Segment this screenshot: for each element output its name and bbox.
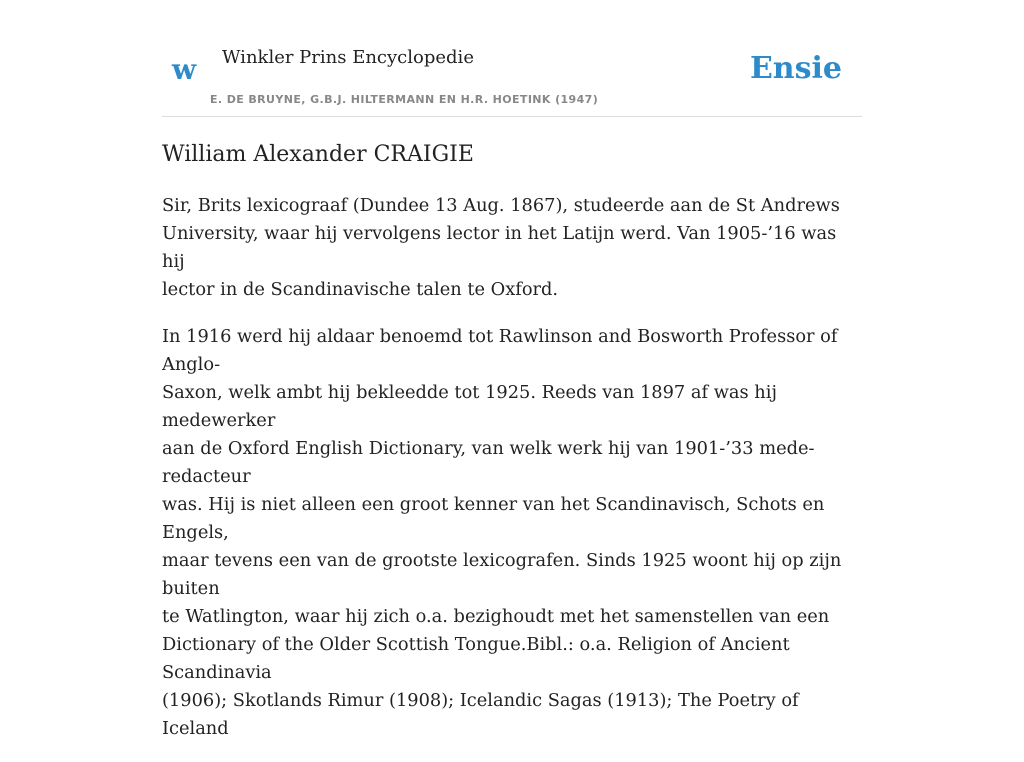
book-authors: E. DE BRUYNE, G.B.J. HILTERMANN EN H.R. HOETINK (1947) [210,93,599,106]
ensie-brand-logo[interactable]: Ensie [749,51,842,86]
winkler-prins-logo-icon[interactable]: w [172,53,197,86]
article-paragraph-1: Sir, Brits lexicograaf (Dundee 13 Aug. 1867), studeerde aan de St Andrews University, waar hij vervolgens lector in het Latijn werd. Van 1905-’16 was hij lector in de Scandinavische talen te Oxford. [162,195,840,300]
article-paragraph-2: In 1916 werd hij aldaar benoemd tot Rawlinson and Bosworth Professor of Anglo- Saxon, welk ambt hij bekleedde tot 1925. Reeds van 1897 af was hij medewerker aan de Oxford English Dictionary, van welk werk hij van 1901-’33 mede-redacteur was. Hij is niet alleen een groot kenner van het Scandinavisch, Schots en Engels, maar tevens een van de grootste lexicografen. Sinds 1925 woont hij op zijn buiten te Watlington, waar hij zich o.a. bezighoudt met het samenstellen van een Dictionary of the Older Scottish Tongue.Bibl.: o.a. Religion of Ancient Scandinavia (1906); Skotlands Rimur (1908); Icelandic Sagas (1913); The Poetry of Iceland [162,326,842,739]
article-body [162,192,862,762]
site-header [162,0,862,117]
entry-title: William Alexander CRAIGIE [162,142,474,167]
book-title-link[interactable]: Winkler Prins Encyclopedie [222,47,474,68]
